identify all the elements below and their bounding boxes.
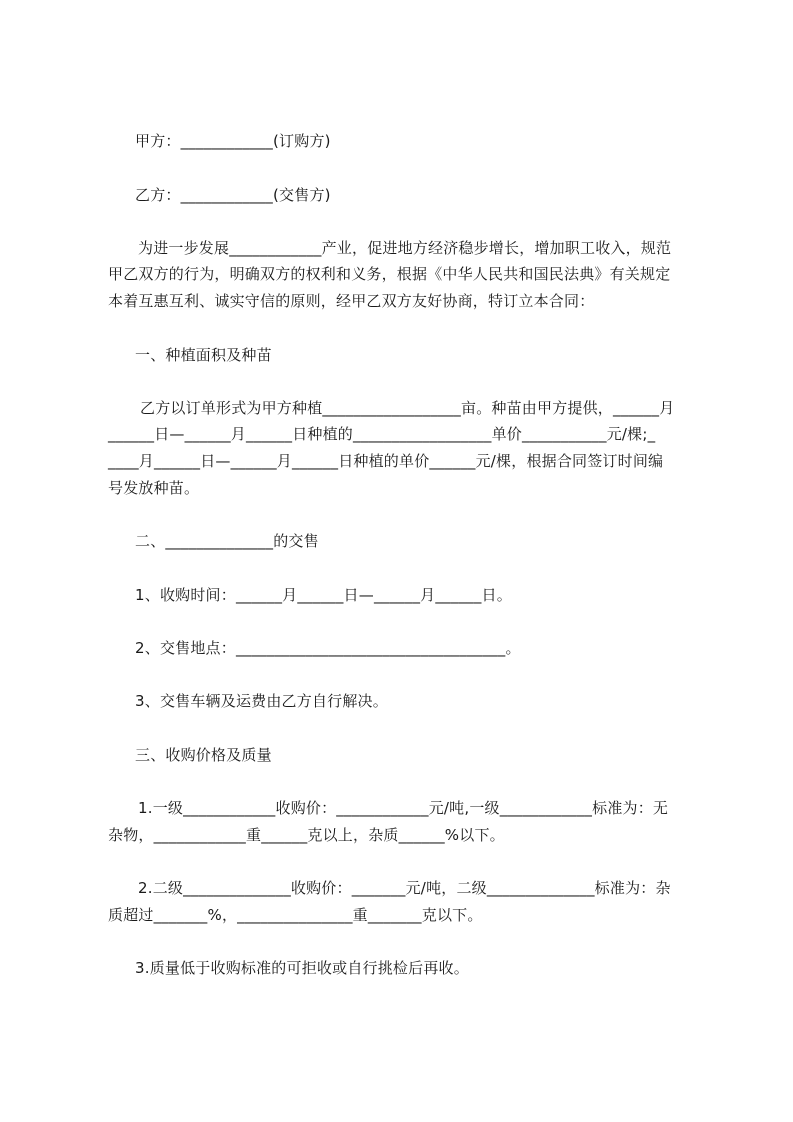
- section2-item-1: 1、收购时间：______月______日—______月______日。: [135, 586, 512, 604]
- section2-heading: 二、______________的交售: [135, 532, 319, 550]
- section2-item-2: 2、交售地点：___________________________________。: [135, 639, 521, 657]
- preamble-line-3: 本着互惠互利、诚实守信的原则，经甲乙双方友好协商，特订立本合同：: [108, 292, 595, 310]
- section1-line-4: 号发放种苗。: [108, 479, 200, 497]
- section1-line-1: 乙方以订单形式为甲方种植__________________亩。种苗由甲方提供，______月: [140, 399, 675, 417]
- section3-item2-line-2: 质超过_______%，_______________重_______克以下。: [108, 906, 483, 924]
- section3-item1-line-2: 杂物，____________重______克以上，杂质______%以下。: [108, 826, 505, 844]
- preamble-line-1: 为进一步发展____________产业，促进地方经济稳步增长，增加职工收入，规范: [138, 239, 672, 257]
- section1-line-2: ______日—______月______日种植的__________________单价___________元/棵;_: [108, 425, 656, 443]
- section1-line-3: ____月______日—______月______日种植的单价______元/棵，根据合同签订时间编: [108, 452, 664, 470]
- section3-item2-line-1: 2.二级______________收购价：_______元/吨，二级______________标准为：杂: [138, 879, 671, 897]
- party-b-line: 乙方：____________(交售方): [135, 186, 331, 204]
- party-a-line: 甲方：____________(订购方): [135, 132, 331, 150]
- preamble-line-2: 甲乙双方的行为，明确双方的权利和义务，根据《中华人民共和国民法典》有关规定: [108, 265, 671, 283]
- section3-item1-line-1: 1.一级____________收购价：____________元/吨,一级____________标准为：无: [138, 799, 669, 817]
- section3-heading: 三、收购价格及质量: [135, 746, 272, 764]
- section3-item3: 3.质量低于收购标准的可拒收或自行挑检后再收。: [135, 959, 469, 977]
- section2-item-3: 3、交售车辆及运费由乙方自行解决。: [135, 692, 388, 710]
- section1-heading: 一、种植面积及种苗: [135, 346, 272, 364]
